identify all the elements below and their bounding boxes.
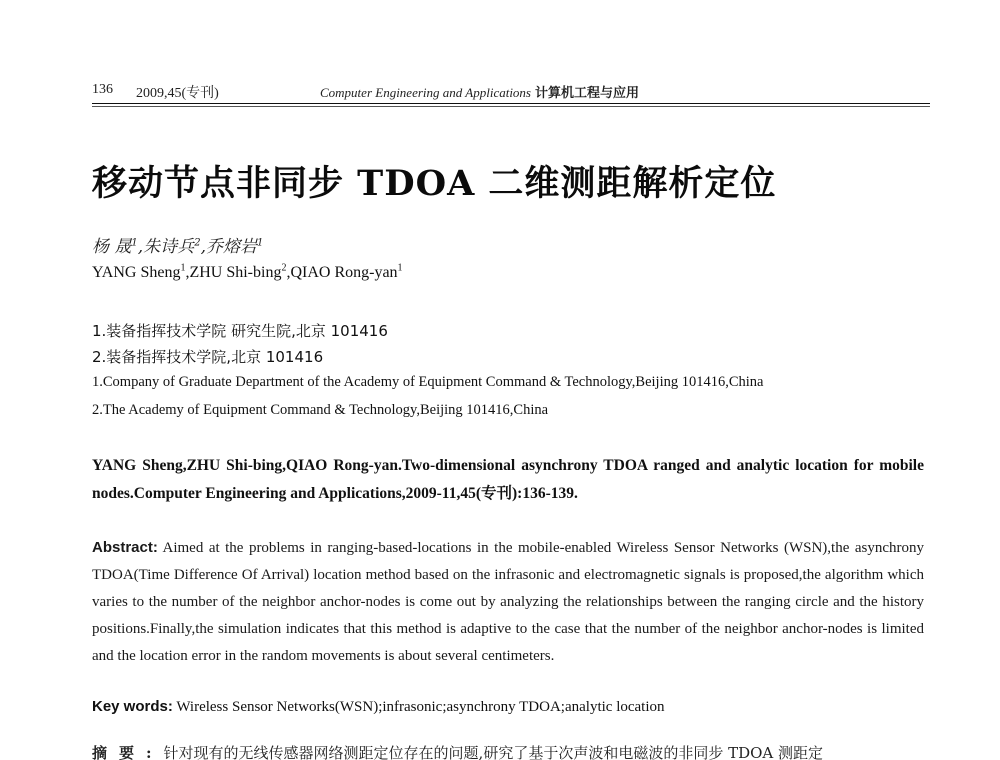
abstract bbox=[92, 534, 924, 670]
author-en: QIAO Rong-yan bbox=[290, 264, 398, 281]
abstract-chinese bbox=[92, 742, 924, 760]
citation: YANG Sheng,ZHU Shi-bing,QIAO Rong-yan.Two-dimensional asynchrony TDOA ranged and analytic location for mobile nodes.Computer Engineering and Applications,2009-11,45(专刊):136-139. bbox=[92, 457, 924, 502]
affiliation-cn-2: 2.装备指挥技术学院,北京 101416 bbox=[92, 348, 324, 366]
paper-title: 移动节点非同步 TDOA 二维测距解析定位 bbox=[92, 163, 777, 204]
keywords-label: Key words: bbox=[92, 698, 173, 715]
authors-english: YANG Sheng$^1$,ZHU Shi-bing$^2$,QIAO Rong-yan$^1$ bbox=[92, 262, 403, 281]
page-header bbox=[92, 82, 930, 104]
journal-name-cn: 计算机工程与应用 bbox=[535, 86, 640, 101]
page-number: 136 bbox=[92, 82, 113, 97]
volume-info: 2009,45(专刊) bbox=[136, 86, 219, 101]
author-cn: 杨 晟 bbox=[92, 237, 132, 257]
header-rule-thin bbox=[92, 106, 930, 107]
authors-chinese: 杨 晟$^1$,朱诗兵$^2$,乔熔岩$^1$ bbox=[92, 237, 264, 257]
header-rule bbox=[92, 103, 930, 104]
author-cn: 朱诗兵 bbox=[143, 237, 195, 257]
author-cn: 乔熔岩 bbox=[205, 237, 257, 257]
affiliation-cn-1: 1.装备指挥技术学院 研究生院,北京 101416 bbox=[92, 322, 388, 340]
keywords bbox=[92, 698, 665, 716]
keywords-text: Wireless Sensor Networks(WSN);infrasonic;asynchrony TDOA;analytic location bbox=[176, 699, 665, 715]
author-en: YANG Sheng bbox=[92, 264, 181, 281]
affiliation-en-2: 2.The Academy of Equipment Command & Technology,Beijing 101416,China bbox=[92, 402, 549, 418]
journal-name-en: Computer Engineering and Applications bbox=[320, 85, 531, 100]
affiliation-en-1: 1.Company of Graduate Department of the Academy of Equipment Command & Technology,Beijing 101416,China bbox=[92, 374, 764, 390]
abstract-cn-text: 针对现有的无线传感器网络测距定位存在的问题,研究了基于次声波和电磁波的非同步 TDOA 测距定 bbox=[163, 744, 824, 760]
author-en: ZHU Shi-bing bbox=[189, 264, 282, 281]
journal-name bbox=[320, 82, 639, 102]
abstract-text: Aimed at the problems in ranging-based-locations in the mobile-enabled Wireless Sensor Networks (WSN),the asynchrony TDOA(Time Difference Of Arrival) location method based on the infrasonic and electromagnetic signals is proposed,the algorithm which varies to the number of the neighbor anchor-nodes is come out by analyzing the relationships between the ranging circle and the history positions.Finally,the simulation indicates that this method is adaptive to the case that the number of the neighbor anchor-nodes is limited and the location error in the random movements is about several centimeters. bbox=[92, 540, 924, 664]
abstract-label: Abstract: bbox=[92, 539, 158, 556]
abstract-cn-label: 摘要: bbox=[92, 744, 164, 760]
